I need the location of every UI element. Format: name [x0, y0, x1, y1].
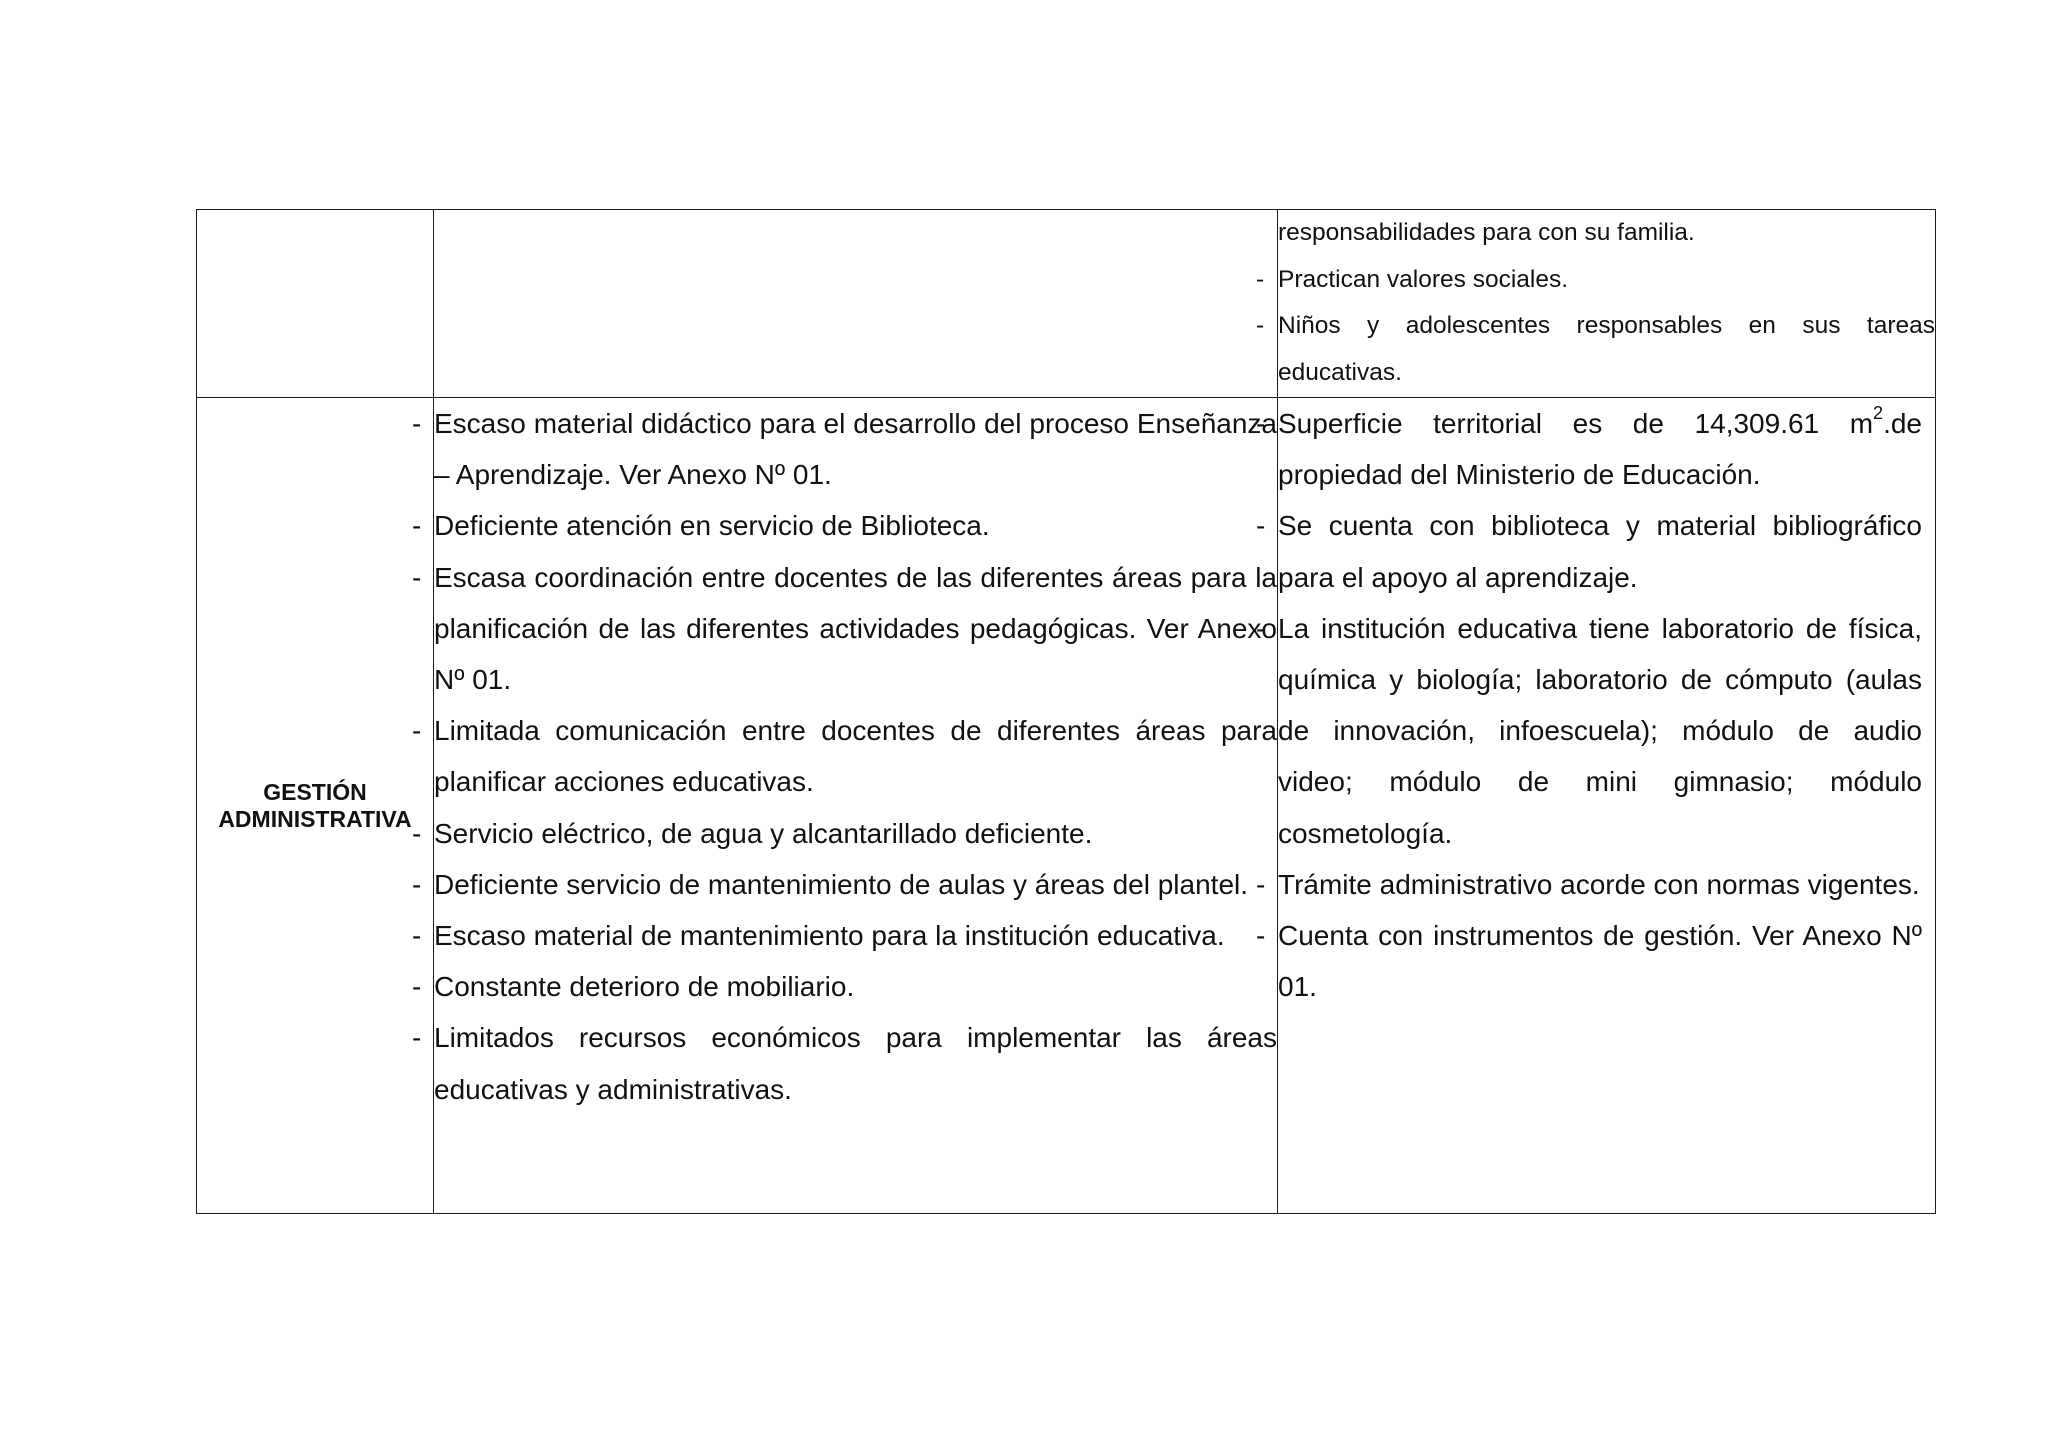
superscript-2: 2 — [1873, 403, 1884, 423]
list-item: - Deficiente servicio de mantenimiento de aulas y áreas del plantel. — [434, 859, 1277, 910]
list-item: - Limitados recursos económicos para implementar las áreas educativas y administrativas. — [434, 1012, 1277, 1114]
list-item: - Cuenta con instrumentos de gestión. Ver Anexo Nº 01. — [1278, 910, 1922, 1012]
list-item: - Trámite administrativo acorde con normas vigentes. — [1278, 859, 1922, 910]
row-label-line-1: GESTIÓN — [263, 778, 367, 805]
table-row — [197, 210, 1936, 398]
strengths-list — [1278, 210, 1935, 396]
list-item: - Escasa coordinación entre docentes de las diferentes áreas para la planificación de las diferentes actividades pedagógicas. Ver Anexo Nº 01. — [434, 552, 1277, 706]
document-table — [196, 209, 1936, 1214]
problems-cell — [434, 398, 1278, 1214]
list-item: - Servicio eléctrico, de agua y alcantarillado deficiente. — [434, 808, 1277, 859]
list-item: - Niños y adolescentes responsables en sus tareas educativas. — [1278, 303, 1935, 396]
strengths-cell — [1278, 398, 1936, 1214]
list-item: - Escaso material de mantenimiento para la institución educativa. — [434, 910, 1277, 961]
strengths-list — [1278, 398, 1935, 1012]
list-item: - Deficiente atención en servicio de Biblioteca. — [434, 500, 1277, 551]
list-item: - Constante deterioro de mobiliario. — [434, 961, 1277, 1012]
row-label-cell-empty — [197, 210, 434, 398]
strengths-cell — [1278, 210, 1936, 398]
list-item: - La institución educativa tiene laboratorio de física, química y biología; laboratorio de cómputo (aulas de innovación, infoescuela); módulo de audio video; módulo de mini gimnasio; módulo cosmetología. — [1278, 603, 1922, 859]
list-item: - Se cuenta con biblioteca y material bibliográfico para el apoyo al aprendizaje. — [1278, 500, 1922, 602]
problems-list — [434, 398, 1277, 1115]
surface-text: Superficie territorial es de 14,309.61 m — [1278, 408, 1874, 439]
table-row — [197, 398, 1936, 1214]
list-item: responsabilidades para con su familia. — [1278, 219, 1695, 246]
list-item: - Limitada comunicación entre docentes de diferentes áreas para planificar acciones educativas. — [434, 705, 1277, 807]
list-item — [1278, 398, 1922, 500]
row-label-cell — [197, 398, 434, 1214]
list-item: - Practican valores sociales. — [1278, 257, 1935, 304]
row-label-line-2: ADMINISTRATIVA — [218, 805, 412, 832]
surface-text-end: .de propiedad del Ministerio de Educación. — [1278, 408, 1922, 491]
problems-cell-empty — [434, 210, 1278, 398]
list-item: - Escaso material didáctico para el desarrollo del proceso Enseñanza – Aprendizaje. Ver Anexo Nº 01. — [434, 398, 1277, 500]
